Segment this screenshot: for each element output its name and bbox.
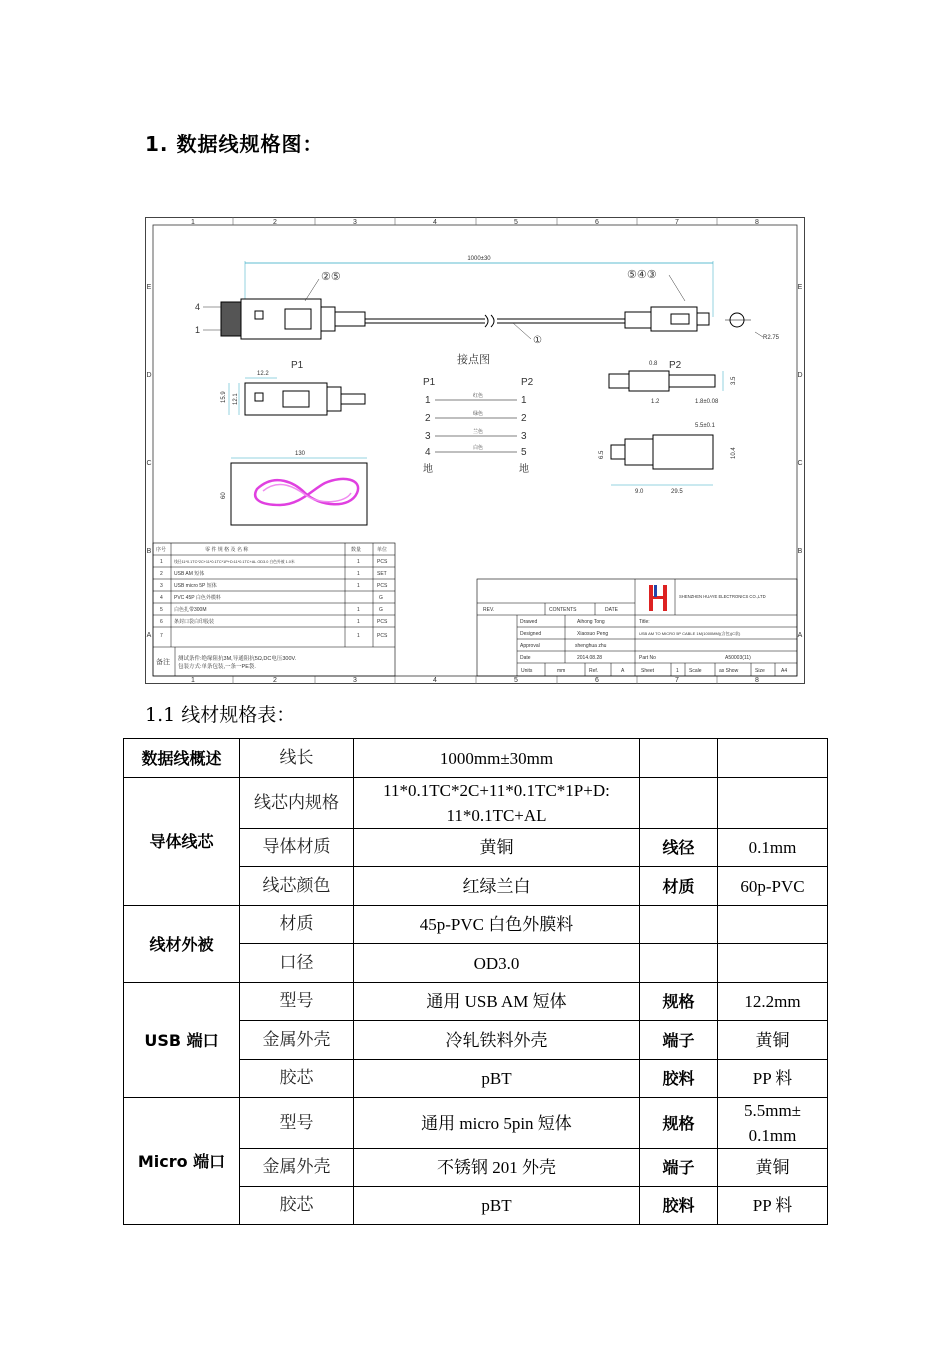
field-label-bold: 规格: [640, 1098, 718, 1149]
company-name: SHENZHEN HUAYE ELECTRONICS CO.,LTD: [679, 594, 766, 599]
bom-qty: 1: [357, 619, 360, 625]
field-value: 60p-PVC: [718, 867, 828, 906]
dim-9-0: 9.0: [635, 489, 644, 495]
col-number: 4: [433, 219, 437, 226]
dim-1-8: 1.8±0.08: [695, 399, 719, 405]
wiring-right-pin: 5: [521, 447, 527, 458]
col-number: 5: [514, 219, 518, 226]
bom-qty: 1: [357, 559, 360, 565]
field-value: OD3.0: [354, 944, 640, 983]
field-value: pBT: [354, 1187, 640, 1225]
field-value-line: 11*0.1TC+AL: [446, 806, 547, 825]
field-label-bold: 规格: [640, 983, 718, 1021]
bom-name: USB micro 5P 短体: [174, 583, 217, 589]
rev-label: REV.: [483, 607, 495, 613]
row-letter: E: [797, 284, 803, 291]
wiring-left-pin: 1: [425, 395, 431, 406]
col-number: 8: [755, 677, 759, 684]
p1-label: P1: [291, 360, 304, 371]
col-number: 6: [595, 677, 599, 684]
wiring-right-pin: 2: [521, 413, 527, 424]
bom-name: 线径11*0.1TC*2C+11*0.1TC*1P+D:11*0.1TC+AL OD3.0 白色外被 1.0米: [174, 560, 295, 564]
wire-color: 绿色: [473, 411, 484, 417]
group-cell: 导体线芯: [124, 778, 240, 906]
dim-3-5: 3.5: [731, 376, 737, 385]
field-value: 0.1mm: [718, 829, 828, 867]
drawn-label: Drawed: [520, 619, 538, 625]
empty-cell: [640, 778, 718, 829]
title-label: Title:: [639, 619, 650, 625]
col-number: 2: [273, 219, 277, 226]
bom-name: 白色扎带300M: [174, 607, 207, 613]
field-value-line: 0.1mm: [748, 1126, 797, 1145]
bom-no: 4: [160, 595, 163, 601]
empty-cell: [640, 906, 718, 944]
empty-cell: [718, 944, 828, 983]
empty-cell: [718, 906, 828, 944]
wire-color: 白色: [473, 445, 484, 451]
field-label: 材质: [240, 906, 354, 944]
field-label-bold: 胶料: [640, 1060, 718, 1098]
bom-unit: PCS: [377, 583, 388, 589]
field-value: [354, 778, 640, 829]
units-label: Units: [521, 668, 533, 674]
row-letter: B: [797, 548, 803, 555]
bom-table: [153, 543, 395, 676]
dim-5-5: 5.5±0.1: [695, 423, 715, 429]
bom-no: 3: [160, 583, 163, 589]
field-label: 线芯颜色: [240, 867, 354, 906]
field-value: 不锈钢 201 外壳: [354, 1149, 640, 1187]
field-label: 胶芯: [240, 1187, 354, 1225]
col-number: 5: [514, 677, 518, 684]
dim-15-9: 15.9: [221, 391, 227, 403]
bom-unit: PCS: [377, 559, 388, 565]
field-value: PP 料: [718, 1187, 828, 1225]
col-number: 4: [433, 677, 437, 684]
length-dimension: 1000±30: [467, 256, 491, 262]
field-value: 黄铜: [718, 1021, 828, 1060]
bom-qty: 1: [357, 571, 360, 577]
bom-unit: G: [379, 595, 383, 601]
group-cell: Micro 端口: [124, 1098, 240, 1225]
wiring-left-pin: 4: [425, 447, 431, 458]
wiring-p2: P2: [521, 377, 534, 388]
field-value-line: 5.5mm±: [743, 1101, 802, 1120]
field-value: 12.2mm: [718, 983, 828, 1021]
bom-name: 条封口袋白印股装: [174, 619, 215, 625]
col-number: 1: [191, 677, 195, 684]
col-number: 2: [273, 677, 277, 684]
diameter-label: R2.75: [763, 335, 780, 341]
units-value: mm: [557, 668, 566, 674]
pin-label: 4: [195, 302, 201, 312]
subsection-heading: 1.1 线材规格表：: [145, 704, 296, 726]
bom-no: 6: [160, 619, 163, 625]
bom-unit: G: [379, 607, 383, 613]
wiring-left-pin: 3: [425, 431, 431, 442]
field-label-bold: 材质: [640, 867, 718, 906]
wiring-title: 接点图: [457, 354, 490, 366]
size-value: A4: [781, 668, 788, 674]
dim-60: 60: [221, 492, 227, 499]
table-row: [124, 1098, 828, 1149]
wiring-p1: P1: [423, 377, 436, 388]
company-logo: [649, 585, 667, 611]
row-letter: B: [146, 548, 152, 555]
callout-right: ⑤④③: [627, 269, 657, 281]
field-label: 线芯内规格: [240, 778, 354, 829]
field-label-bold: 端子: [640, 1021, 718, 1060]
date2-value: 2014.08.28: [577, 655, 603, 661]
field-label: 型号: [240, 983, 354, 1021]
bom-no: 1: [160, 559, 163, 565]
field-value: [718, 1098, 828, 1149]
bom-header: 单位: [377, 547, 388, 553]
wiring-right-pin: 3: [521, 431, 527, 442]
p2-label: P2: [669, 360, 682, 371]
note-line: 包装方式:单条包装,一条一PE袋.: [178, 664, 256, 670]
drawn-value: Aihong Tong: [577, 619, 605, 625]
dim-130: 130: [295, 451, 306, 457]
col-number: 3: [353, 219, 357, 226]
sheet-value: 1: [676, 668, 679, 674]
wiring-right-pin: 地: [519, 464, 529, 475]
partno-label: Part No: [639, 655, 656, 661]
designed-value: Xiaosuo Peng: [577, 631, 609, 637]
wiring-right-pin: 1: [521, 395, 527, 406]
p2-connector-view: [599, 360, 737, 495]
cable-spec-drawing: [145, 217, 805, 684]
col-number: 1: [191, 219, 195, 226]
empty-cell: [640, 944, 718, 983]
dim-10-4: 10.4: [731, 447, 737, 459]
wiring-diagram: [423, 352, 534, 475]
size-label: Size: [755, 668, 765, 674]
field-value: 通用 USB AM 短体: [354, 983, 640, 1021]
dim-12-1: 12.1: [233, 393, 239, 405]
field-value: pBT: [354, 1060, 640, 1098]
table-row: [124, 778, 828, 829]
section-heading: 1. 数据线规格图：: [145, 132, 324, 156]
field-label: 胶芯: [240, 1060, 354, 1098]
field-value: 黄铜: [718, 1149, 828, 1187]
group-cell: 数据线概述: [124, 739, 240, 778]
field-value: 1000mm±30mm: [354, 739, 640, 778]
scale-value: as Show: [719, 668, 739, 674]
wiring-left-pin: 2: [425, 413, 431, 424]
designed-label: Designed: [520, 631, 542, 637]
approval-value: shenghua zhu: [575, 643, 607, 649]
row-letter: D: [146, 372, 152, 379]
ref-label: Ref.: [589, 668, 599, 674]
ref-value: A: [621, 668, 625, 674]
field-label: 口径: [240, 944, 354, 983]
bom-name: PVC 45P 白色外模料: [174, 595, 221, 601]
col-number: 7: [675, 219, 679, 226]
pin-label: 1: [195, 325, 201, 335]
cable-overall-view: [195, 256, 780, 346]
table-row: [124, 739, 828, 778]
bom-qty: 1: [357, 583, 360, 589]
coiled-cable-view: [221, 451, 367, 525]
note-line: 测试条件:绝缘阻抗3M,导通阻抗5Ω,DC电压300V.: [178, 656, 297, 662]
bom-qty: 1: [357, 607, 360, 613]
field-value: 通用 micro 5pin 短体: [354, 1098, 640, 1149]
col-number: 3: [353, 677, 357, 684]
row-letter: A: [797, 632, 803, 639]
field-label: 金属外壳: [240, 1021, 354, 1060]
field-value: PP 料: [718, 1060, 828, 1098]
note-label: 备注: [156, 659, 170, 666]
field-value: 45p-PVC 白色外膜料: [354, 906, 640, 944]
dim-6-5: 6.5: [599, 450, 605, 459]
table-row: [124, 906, 828, 944]
group-cell: USB 端口: [124, 983, 240, 1098]
callout-mid: ①: [533, 335, 542, 346]
col-number: 8: [755, 219, 759, 226]
p1-connector-view: [221, 360, 365, 415]
field-label: 线长: [240, 739, 354, 778]
field-label: 型号: [240, 1098, 354, 1149]
field-label-bold: 胶料: [640, 1187, 718, 1225]
table-row: [124, 983, 828, 1021]
bom-header: 数量: [351, 547, 362, 553]
bom-unit: PCS: [377, 633, 388, 639]
dim-1-2: 1.2: [651, 399, 660, 405]
title-block: [477, 579, 797, 676]
partno-value: A50003(11): [725, 655, 751, 661]
bom-header: 序号: [156, 547, 167, 553]
field-value: 冷轧铁料外壳: [354, 1021, 640, 1060]
bom-unit: PCS: [377, 619, 388, 625]
wiring-left-pin: 地: [423, 464, 433, 475]
row-letter: D: [797, 372, 803, 379]
group-cell: 线材外被: [124, 906, 240, 983]
contents-label: CONTENTS: [549, 607, 577, 613]
bom-no: 5: [160, 607, 163, 613]
row-letter: E: [146, 284, 152, 291]
empty-cell: [718, 739, 828, 778]
row-letter: A: [146, 632, 152, 639]
bom-no: 7: [160, 633, 163, 639]
callout-left: ②⑤: [321, 271, 341, 283]
field-value-line: 11*0.1TC*2C+11*0.1TC*1P+D:: [383, 781, 610, 800]
bom-unit: SET: [377, 571, 387, 577]
dim-0-8: 0.8: [649, 361, 658, 367]
field-label-bold: 端子: [640, 1149, 718, 1187]
wire-color: 兰色: [473, 429, 484, 435]
sheet-label: Sheet: [641, 668, 655, 674]
bom-qty: 1: [357, 633, 360, 639]
field-label-bold: 线径: [640, 829, 718, 867]
date-label: DATE: [605, 607, 618, 613]
bom-header: 零 件 规 格 及 名 称: [205, 547, 249, 553]
row-letter: C: [146, 460, 152, 467]
row-letter: C: [797, 460, 803, 467]
empty-cell: [640, 739, 718, 778]
field-label: 导体材质: [240, 829, 354, 867]
dim-12-2: 12.2: [257, 371, 269, 377]
field-value: 黄铜: [354, 829, 640, 867]
cable-spec-table: [123, 738, 828, 1225]
field-label: 金属外壳: [240, 1149, 354, 1187]
col-number: 6: [595, 219, 599, 226]
wire-color: 红色: [473, 393, 484, 399]
col-number: 7: [675, 677, 679, 684]
title-value: USB AM TO MICRO 5P CABLE 1M(1000MM)(含包)(C款): [639, 631, 741, 636]
scale-label: Scale: [689, 668, 702, 674]
bom-no: 2: [160, 571, 163, 577]
approval-label: Approval: [520, 643, 540, 649]
dim-29-5: 29.5: [671, 489, 683, 495]
empty-cell: [718, 778, 828, 829]
field-value: 红绿兰白: [354, 867, 640, 906]
date2-label: Date: [520, 655, 531, 661]
bom-name: USB AM 短体: [174, 571, 205, 577]
